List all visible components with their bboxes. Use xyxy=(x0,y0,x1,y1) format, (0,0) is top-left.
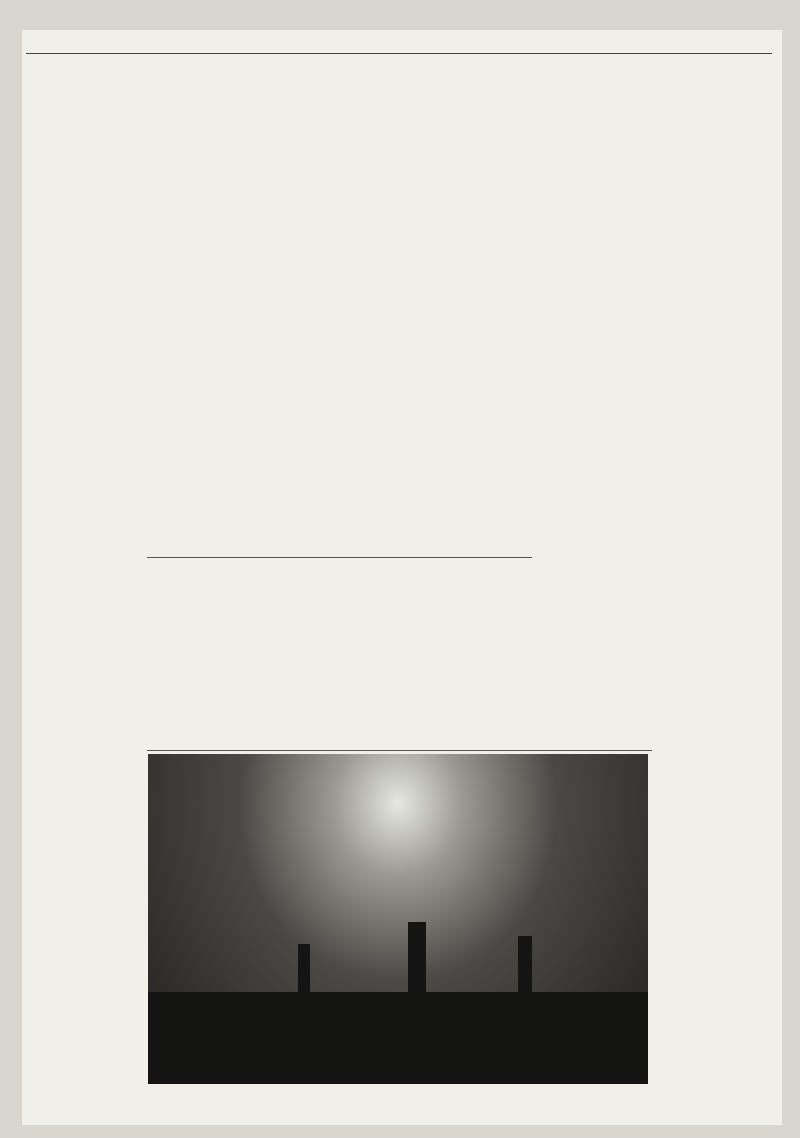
poem-column-2 xyxy=(235,560,297,740)
divider xyxy=(147,750,652,751)
masthead xyxy=(26,40,772,54)
poem-column-4 xyxy=(372,560,447,740)
city-silhouette xyxy=(148,992,648,1084)
kremlin-tower xyxy=(518,936,532,992)
victory-salute-photo xyxy=(148,754,648,1084)
poem-column-5 xyxy=(452,560,530,740)
article-column-2 xyxy=(277,245,399,555)
poem-column-1 xyxy=(152,590,230,740)
divider xyxy=(147,557,532,558)
article-column-4 xyxy=(538,245,656,715)
poem-column-3 xyxy=(304,560,366,740)
article-column-1 xyxy=(147,255,269,555)
kremlin-tower xyxy=(298,944,310,992)
article-column-3 xyxy=(407,245,529,555)
kremlin-tower xyxy=(408,922,426,992)
